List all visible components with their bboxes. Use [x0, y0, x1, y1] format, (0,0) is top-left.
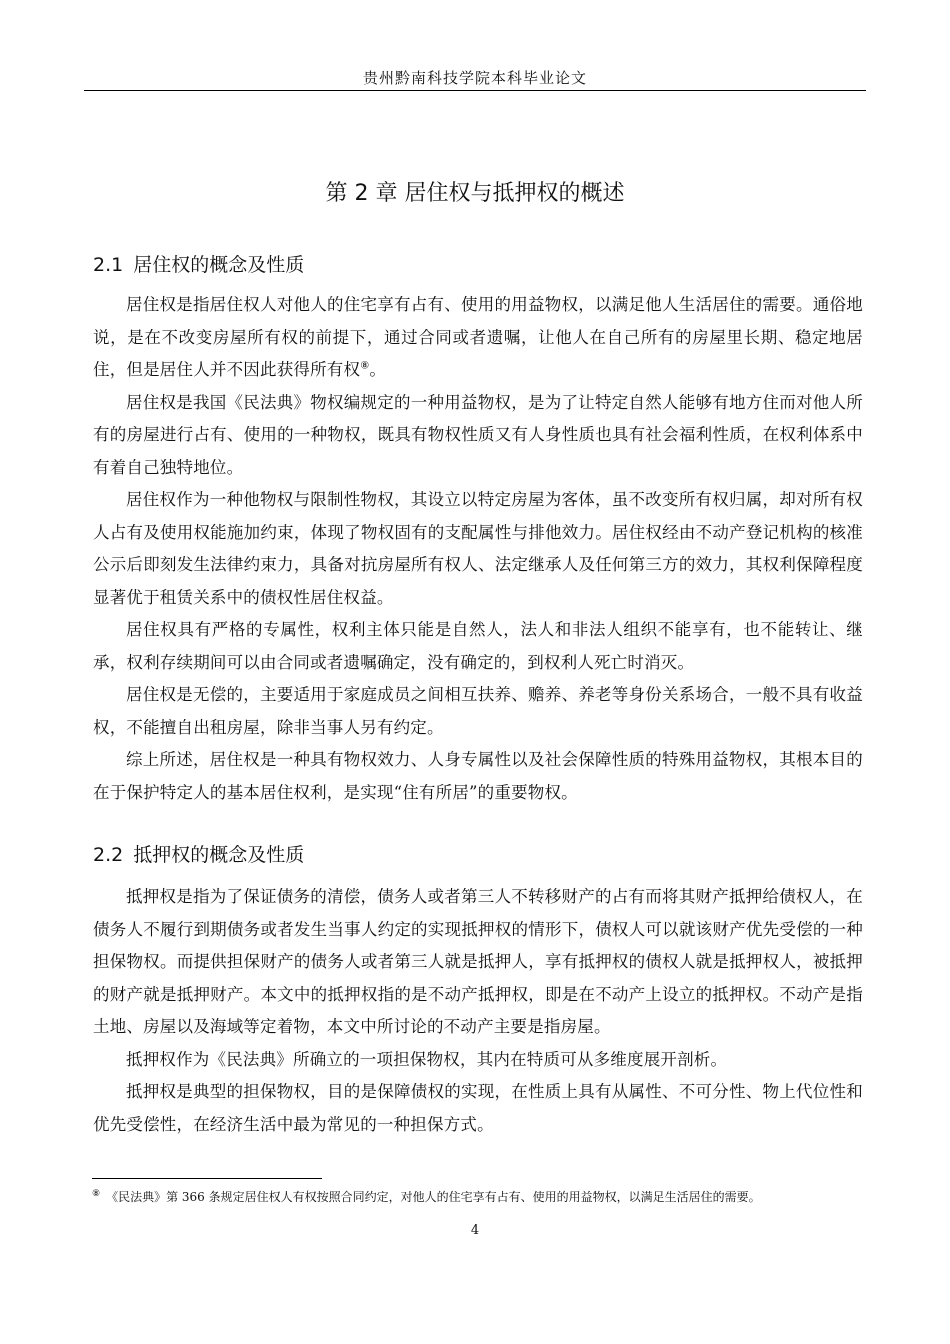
paragraph: 居住权是无偿的，主要适用于家庭成员之间相互扶养、赡养、养老等身份关系场合，一般不具有收益权，不能擅自出租房屋，除非当事人另有约定。: [93, 685, 863, 737]
paragraph: 居住权具有严格的专属性，权利主体只能是自然人，法人和非法人组织不能享有，也不能转让、继承，权利存续期间可以由合同或者遗嘱确定，没有确定的，到权利人死亡时消灭。: [93, 620, 863, 672]
section-heading-2-1: [93, 251, 304, 279]
paragraph: 抵押权是指为了保证债务的清偿，债务人或者第三人不转移财产的占有而将其财产抵押给债权人，在债务人不履行到期债务或者发生当事人约定的实现抵押权的情形下，债权人可以就该财产优先受偿的一种担保物权。而提供担保财产的债务人或者第三人就是抵押人，享有抵押权的债权人就是抵押权人，被抵押的财产就是抵押财产。本文中的抵押权指的是不动产抵押权，即是在不动产上设立的抵押权。不动产是指土地、房屋以及海域等定着物，本文中所讨论的不动产主要是指房屋。: [93, 887, 863, 1036]
paragraph: 抵押权作为《民法典》所确立的一项担保物权，其内在特质可从多维度展开剖析。: [126, 1049, 728, 1069]
page-number: 4: [470, 1223, 480, 1238]
section-title-text: 居住权的概念及性质: [133, 254, 305, 276]
section-number: 2.1: [93, 254, 124, 276]
footnote-rule: [92, 1178, 322, 1179]
section-body-2-2: [93, 881, 863, 1141]
section-body-2-1: [93, 289, 863, 809]
section-heading-2-2: [93, 841, 304, 869]
paragraph-text: 居住权是指居住权人对他人的住宅享有占有、使用的用益物权，以满足他人生活居住的需要。通俗地说，是在不改变房屋所有权的前提下，通过合同或者遗嘱，让他人在自己所有的房屋里长期、稳定地居住，但是居住人并不因此获得所有权: [93, 295, 863, 379]
footnote: [92, 1186, 864, 1206]
section-number: 2.2: [93, 844, 124, 866]
header-rule: [84, 90, 866, 91]
footnote-mark: ⑧: [92, 1189, 101, 1199]
paragraph: 居住权作为一种他物权与限制性物权，其设立以特定房屋为客体，虽不改变所有权归属，却对所有权人占有及使用权能施加约束，体现了物权固有的支配属性与排他效力。居住权经由不动产登记机构的核准公示后即刻发生法律约束力，具备对抗房屋所有权人、法定继承人及任何第三方的效力，其权利保障程度显著优于租赁关系中的债权性居住权益。: [93, 490, 863, 607]
footnote-reference[interactable]: ⑧: [360, 360, 370, 372]
footnote-text: 《民法典》第 366 条规定居住权人有权按照合同约定，对他人的住宅享有占有、使用的用益物权，以满足生活居住的需要。: [106, 1190, 761, 1204]
paragraph: 居住权是我国《民法典》物权编规定的一种用益物权，是为了让特定自然人能够有地方住而对他人所有的房屋进行占有、使用的一种物权，既具有物权性质又有人身性质也具有社会福利性质，在权利体系中有着自己独特地位。: [93, 392, 863, 477]
running-header: 贵州黔南科技学院本科毕业论文: [362, 69, 587, 87]
paragraph-tail: 。: [369, 360, 387, 379]
chapter-title: 第 2 章 居住权与抵押权的概述: [325, 181, 625, 206]
paragraph: [93, 289, 863, 387]
section-title-text: 抵押权的概念及性质: [133, 844, 305, 866]
paragraph: 综上所述，居住权是一种具有物权效力、人身专属性以及社会保障性质的特殊用益物权，其根本目的在于保护特定人的基本居住权利，是实现“住有所居”的重要物权。: [93, 750, 863, 802]
paragraph: 抵押权是典型的担保物权，目的是保障债权的实现，在性质上具有从属性、不可分性、物上代位性和优先受偿性，在经济生活中最为常见的一种担保方式。: [93, 1082, 863, 1134]
